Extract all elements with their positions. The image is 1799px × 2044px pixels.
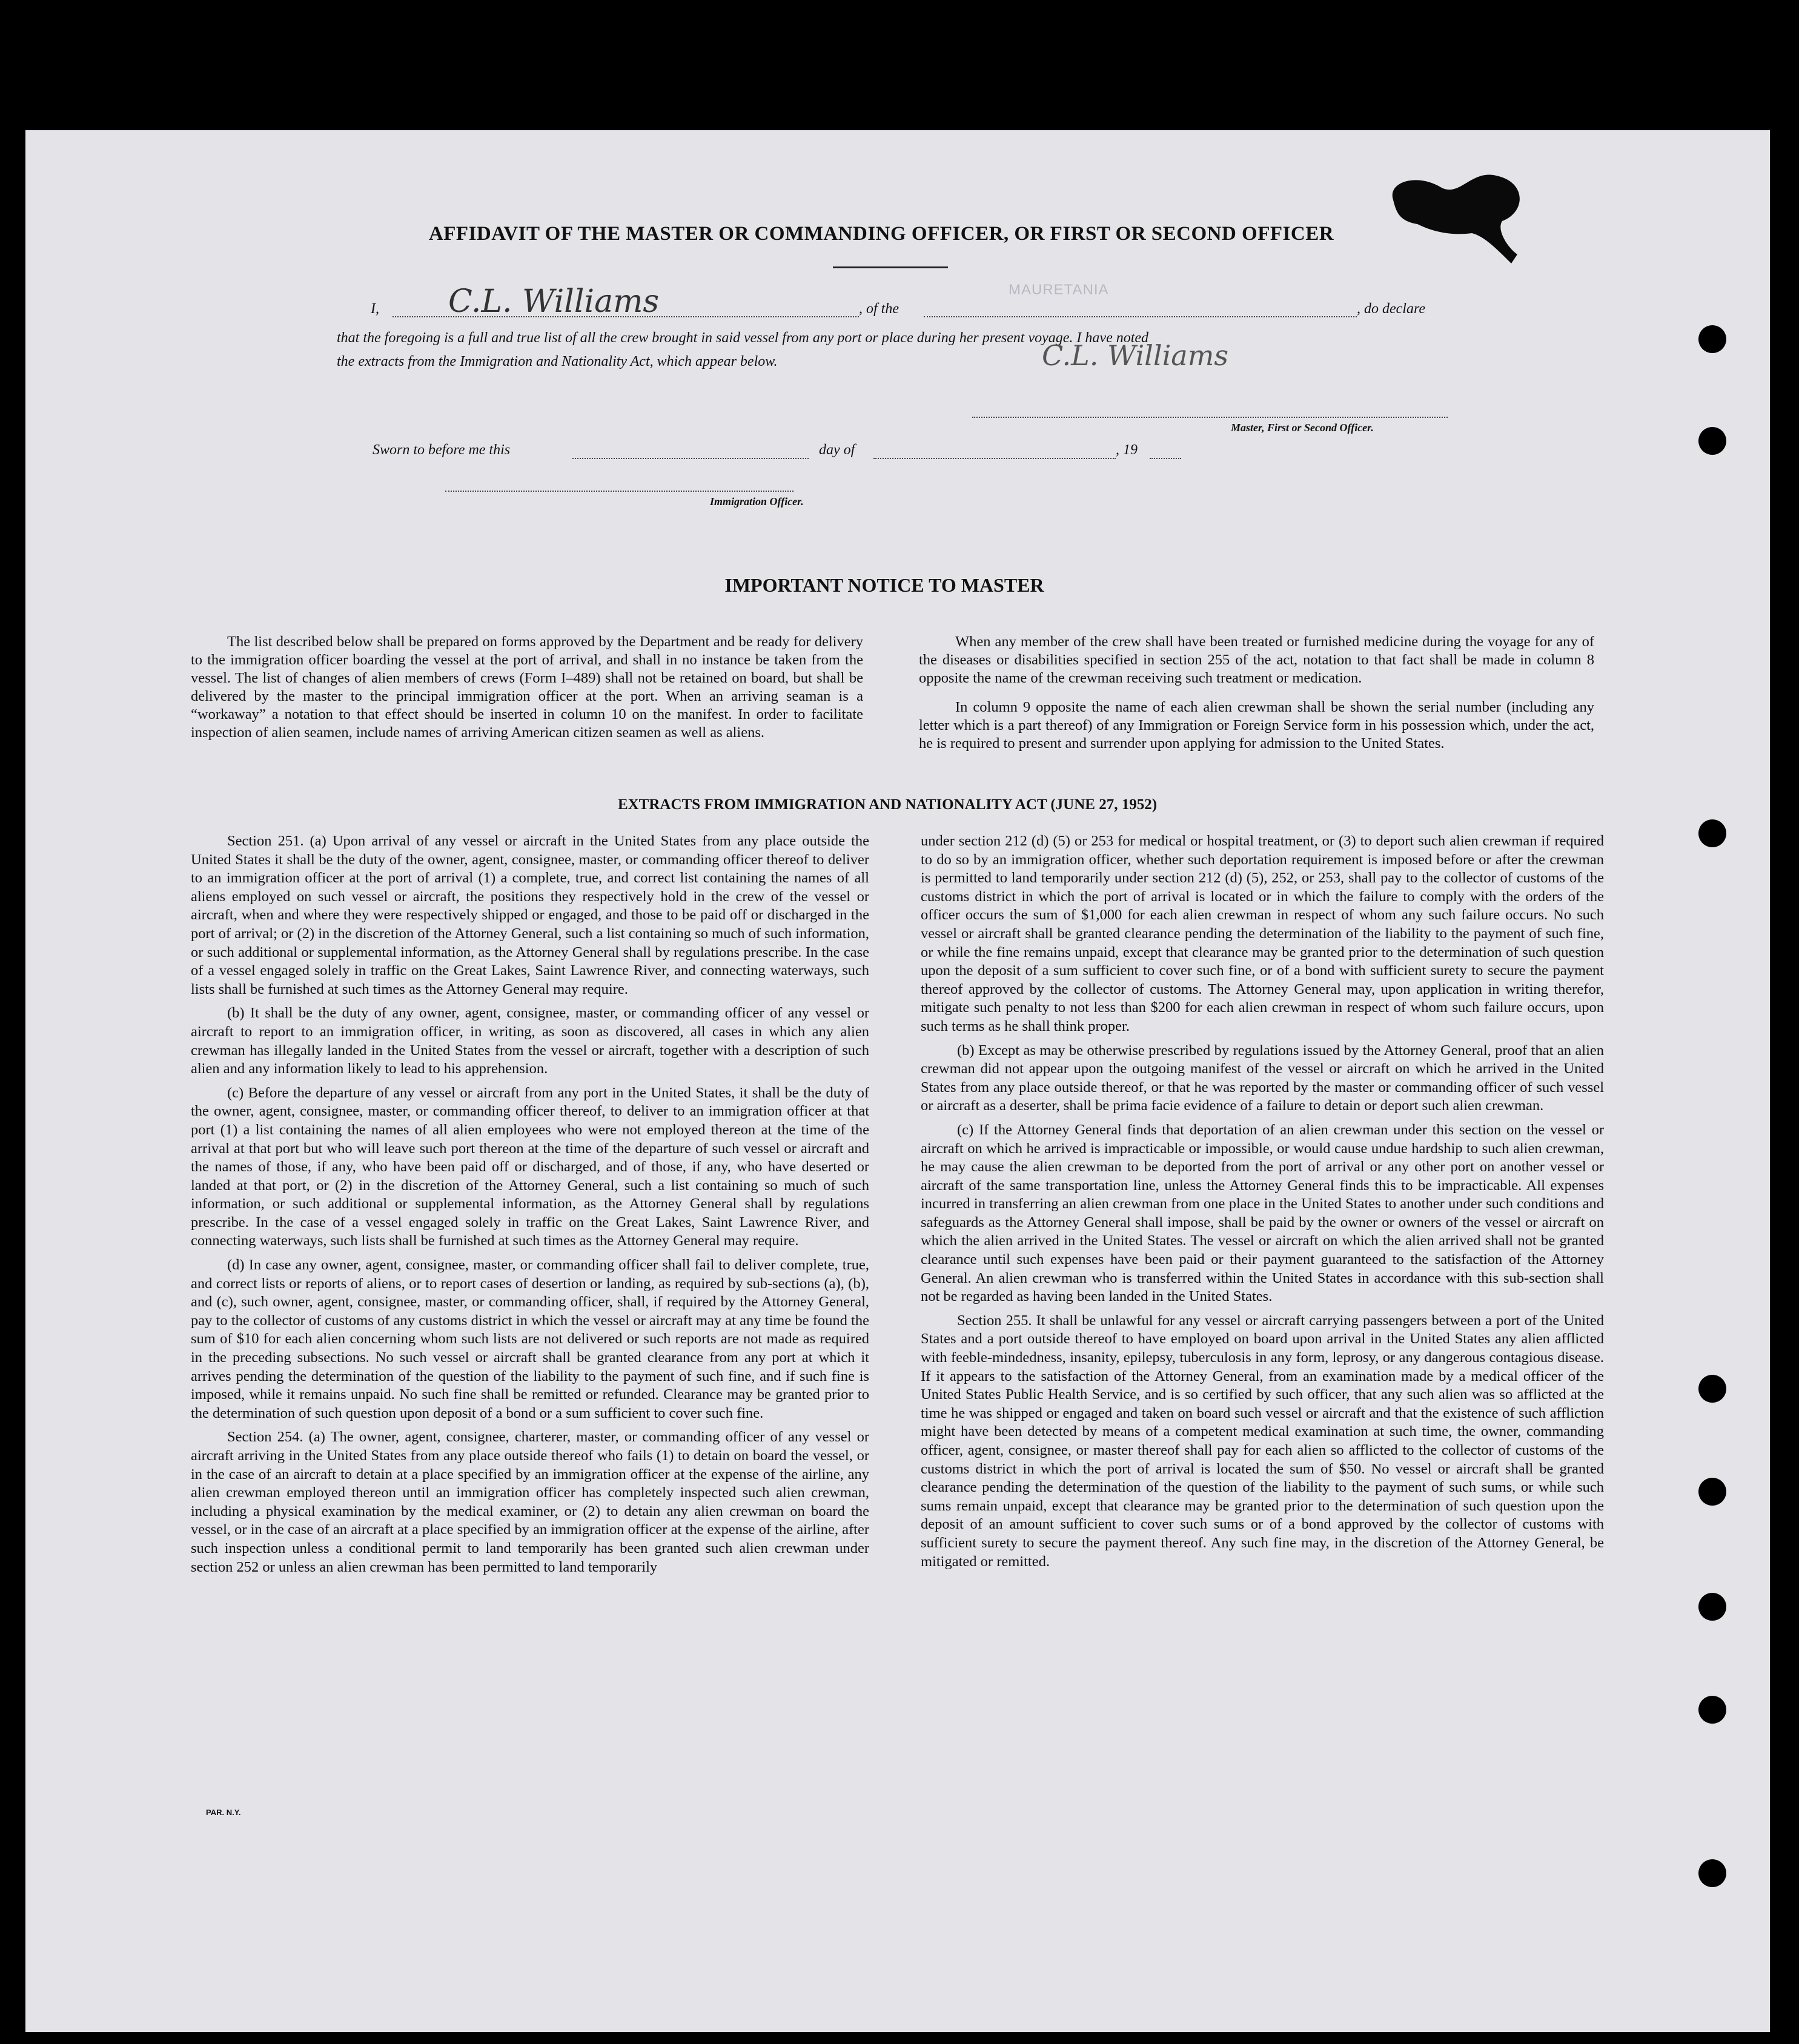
act-paragraph: (c) Before the departure of any vessel or aircraft from any port in the United States, it shall be the duty of the owner, agent, consignee, master, or commanding officer thereof, to deliver to an immigration officer at that port (1) a list containing the names of all alien employees who were not employed thereon at the time of the arrival at that port but who will leave such port thereon at the time of the departure of such vessel or aircraft and the names of those, if any, who have been paid off or discharged, and of those, if any, who have deserted or landed at that port, or (2) in the discretion of the Attorney General, such a list containing so much of such information, or such additional or supplemental information, as the Attorney General shall by regulations prescribe. In the case of a vessel engaged solely in traffic on the Great Lakes, Saint Lawrence River, and connecting waterways, such lists shall be furnished at such times as the Attorney General may require.: [191, 1084, 869, 1249]
act-paragraph: Section 251. (a) Upon arrival of any vessel or aircraft in the United States from any place outside the United States it shall be the duty of the owner, agent, consignee, master, or commanding officer thereof to deliver to an immigration officer at the port of arrival (1) a complete, true, and correct list containing the names of all aliens employed on such vessel or aircraft, the positions they respectively hold in the crew of the vessel or aircraft, when and where they were respectively shipped or engaged, and those to be paid off or discharged in the port of arrival; or (2) in the discretion of the Attorney General, such a list containing so much of such information, or such additional or supplemental information, as the Attorney General shall by regulations prescribe. In the case of a vessel engaged solely in traffic on the Great Lakes, Saint Lawrence River, and connecting waterways, such lists shall be furnished at such times as the Attorney General may require.: [191, 833, 869, 997]
punch-hole: [1698, 819, 1726, 847]
act-paragraph: (b) Except as may be otherwise prescribed by regulations issued by the Attorney General, proof that an alien crewman did not appear upon the outgoing manifest of the vessel or aircraft on which he arrived in the United States from any place outside thereof, or that he was reported by the master or commanding officer of such vessel or aircraft as a deserter, shall be prima facie evidence of a failure to detain or deport such alien crewman.: [921, 1042, 1604, 1114]
affidavit-of-the: , of the: [859, 301, 899, 317]
act-paragraph: (c) If the Attorney General finds that deportation of an alien crewman under this section on the vessel or aircraft on which he arrived is impracticable or impossible, or would cause undue hardship to such alien crewman, he may cause the alien crewman to be deported from the port of arrival or any other port on another vessel or aircraft of the same transportation line, unless the Attorney General finds this to be impracticable. All expenses incurred in transferring an alien crewman from one place in the United States to another under such conditions and safeguards as the Attorney General shall impose, shall be paid by the owner or owners of the vessel or aircraft on which the alien arrived in the United States. The vessel or aircraft on which the alien arrived shall not be granted clearance until such expenses have been paid or their payment guaranteed to the satisfaction of the Attorney General. An alien crewman who is transferred within the United States in accordance with this sub-section shall not be regarded as having been landed in the United States.: [921, 1121, 1604, 1305]
vessel-field-line: [924, 316, 1357, 317]
printer-mark: PAR. N.Y.: [206, 1808, 241, 1817]
master-signature-line: [972, 417, 1448, 418]
punch-hole: [1698, 1696, 1726, 1724]
punch-hole: [1698, 1593, 1726, 1621]
act-paragraph: (d) In case any owner, agent, consignee, master, or commanding officer shall fail to deliver complete, true, and correct lists or reports of aliens, or to report cases of desertion or landing, as required by sub-sections (a), (b), and (c), such owner, agent, consignee, master, or commanding officer, shall, if required by the Attorney General, pay to the collector of customs of any customs district in which the vessel or aircraft may at any time be found the sum of $10 for each alien concerning whom such lists are not delivered or such reports are not made as required in the preceding subsections. No such vessel or aircraft shall be granted clearance from any port at which it arrives pending the determination of the question of the liability to the payment of such fine, and if such fine is imposed, while it remains unpaid. No such fine shall be remitted or refunded. Clearance may be granted prior to the determination of such question upon deposit of a bond or a sum sufficient to cover such fine.: [191, 1257, 869, 1421]
affidavit-do-declare: , do declare: [1357, 301, 1426, 317]
title-rule: [833, 266, 948, 268]
act-paragraph: Section 255. It shall be unlawful for any vessel or aircraft carrying passengers between a port of the United States and a port outside thereof to have employed on board upon arrival in the United States any alien afflicted with feeble-mindedness, insanity, epilepsy, tuberculosis in any form, leprosy, or any dangerous contagious disease. If it appears to the satisfaction of the Attorney General, from an examination made by a medical officer of the United States Public Health Service, and is so certified by such officer, that any such alien was so afflicted at the time he was shipped or engaged and taken on board such vessel or aircraft and that the existence of such affliction might have been detected by means of a competent medical examination at such time, the owner, commanding officer, agent, consignee, or master thereof shall pay for each alien so afflicted to the collector of customs of the customs district in which the port of arrival is located the sum of $50. No vessel or aircraft shall be granted clearance pending the determination of the question of the liability to the payment of such sums, or while such sums remain unpaid, except that clearance may be granted prior to the determination of such question upon the deposit of an amount sufficient to cover such sums or of a bond approved by the collector of customs with sufficient surety to secure the payment thereof. Any such fine may, in the discretion of the Attorney General, be mitigated or remitted.: [921, 1312, 1604, 1570]
punch-hole: [1698, 325, 1726, 353]
sworn-date-line: [572, 458, 809, 459]
signature-secondary: C.L. Williams: [1042, 339, 1228, 372]
punch-hole: [1698, 1375, 1726, 1403]
notice-heading: IMPORTANT NOTICE TO MASTER: [724, 574, 1044, 596]
punch-hole: [1698, 1859, 1726, 1887]
act-paragraph: under section 212 (d) (5) or 253 for medical or hospital treatment, or (3) to deport such alien crewman if required to do so by an immigration officer, whether such deportation requirement is imposed before or after the crewman is permitted to land temporarily under section 212 (d) (5), 252, or 253, shall pay to the collector of customs of the customs district in which the port of arrival is located or in which the failure to comply with the orders of the officer occurs the sum of $1,000 for each alien crewman in respect of whom any such failure occurs. No such vessel or aircraft shall be granted clearance pending the determination of the liability to the payment of such fine, or while the fine remains unpaid, except that clearance may be granted prior to the determination of such question upon the deposit of a sum sufficient to cover such fine, or of a bond with sufficient surety to secure the payment thereof approved by the collector of customs. The Attorney General may, upon application in writing therefor, mitigate such penalty to not less than $200 for each alien crewman in respect of whom such failure occurs, upon such terms as he shall think proper.: [921, 833, 1604, 1034]
signature-name: C.L. Williams: [448, 283, 660, 320]
extracts-left-column: [191, 832, 869, 1576]
master-caption: Master, First or Second Officer.: [1231, 422, 1374, 434]
punch-hole: [1698, 1478, 1726, 1506]
officer-caption: Immigration Officer.: [710, 495, 804, 508]
extracts-heading: EXTRACTS FROM IMMIGRATION AND NATIONALITY ACT (JUNE 27, 1952): [617, 796, 1158, 813]
act-paragraph: Section 254. (a) The owner, agent, consignee, charterer, master, or commanding officer of any vessel or aircraft arriving in the United States from any place outside thereof who fails (1) to detain on board the vessel, or in the case of an aircraft to detain at a place specified by an immigration officer at the expense of the airline, any alien crewman employed thereon until an immigration officer has completely inspected such alien crewman, including a physical examination by the medical examiner, or (2) to detain any alien crewman on board the vessel, or in the case of an aircraft at a place specified by an immigration officer at the expense of the airline, after such inspection unless a conditional permit to land temporarily has been granted such alien crewman under section 252 or unless an alien crewman has been permitted to land temporarily: [191, 1429, 869, 1575]
sworn-month-line: [873, 458, 1116, 459]
sworn-year-line: [1150, 458, 1181, 459]
notice-paragraph: In column 9 opposite the name of each alien crewman shall be shown the serial number (including any letter which is a part thereof) of any Immigration or Foreign Service form in his possession which, under the act, he is required to present and surrender upon applying for admission to the United States.: [919, 699, 1594, 752]
sworn-prefix: Sworn to before me this: [373, 442, 511, 458]
sworn-year: , 19: [1116, 442, 1138, 458]
officer-signature-line: [445, 491, 793, 492]
vessel-name-stamp: MAURETANIA: [1009, 282, 1109, 298]
notice-right-column: [919, 633, 1594, 753]
form-title: AFFIDAVIT OF THE MASTER OR COMMANDING OFFICER, OR FIRST OR SECOND OFFICER: [428, 223, 1334, 245]
affidavit-prefix: I,: [371, 301, 379, 317]
extracts-right-column: [921, 832, 1604, 1571]
notice-paragraph: The list described below shall be prepared on forms approved by the Department and be ready for delivery to the immigration officer boarding the vessel at the port of arrival, and shall in no instance be taken from the vessel. The list of changes of alien members of crews (Form I–489) shall not be retained on board, but shall be delivered by the master to the principal immigration officer at the port. When an arriving seaman is a “workaway” a notation to that effect should be inserted in column 10 on the manifest. In order to facilitate inspection of alien seamen, include names of arriving American citizen seamen as well as aliens.: [191, 633, 863, 741]
act-paragraph: (b) It shall be the duty of any owner, agent, consignee, master, or commanding officer of any vessel or aircraft to report to an immigration officer, in writing, as soon as discovered, all cases in which any alien crewman has illegally landed in the United States from the vessel or aircraft, together with a description of such alien and any information likely to lead to his apprehension.: [191, 1005, 869, 1077]
punch-hole: [1698, 427, 1726, 455]
sworn-day-of: day of: [819, 442, 855, 458]
notice-paragraph: When any member of the crew shall have been treated or furnished medicine during the voyage for any of the diseases or disabilities specified in section 255 of the act, notation to that fact shall be made in column 8 opposite the name of the crewman receiving such treatment or medication.: [919, 633, 1594, 686]
affidavit-statement-line-2: that the foregoing is a full and true list of all the crew brought in said vessel from any port or place during her present voyage. I have noted: [337, 330, 1149, 346]
affidavit-statement-line-3: the extracts from the Immigration and Nationality Act, which appear below.: [337, 354, 778, 369]
ink-blot: [1381, 164, 1539, 273]
notice-left-column: [191, 633, 863, 742]
